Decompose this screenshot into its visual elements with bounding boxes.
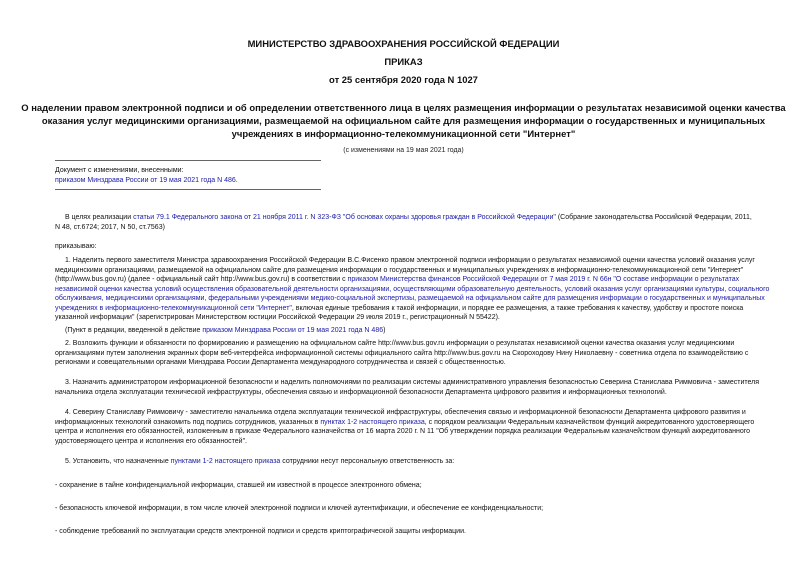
item5-text: 5. Установить, что назначенные	[65, 458, 171, 465]
preamble-text: В целях реализации	[65, 214, 134, 221]
item4-text: информационных технологий ознакомить под подпись сотрудников, указанных в	[55, 418, 321, 426]
note-text-end: )	[383, 327, 386, 334]
note-text: (Пункт в редакции, введенной в действие	[65, 327, 203, 334]
item2-line-1: 2. Возложить функции и обязанности по формированию и размещению на официальном сайте http://www.bus.gov.ru информации о результатах независимой оценки качества оказания услуг медицинскими	[65, 340, 735, 347]
amendment-order-link[interactable]: приказом Минздрава России от 19 мая 2021 года N 486	[202, 327, 384, 334]
preamble-line-2: N 48, ст.6724; 2017, N 50, ст.7563)	[55, 224, 165, 231]
document-type: ПРИКАЗ	[384, 57, 423, 68]
minfin-order-link[interactable]: приказом Министерства финансов Российской Федерации от 7 мая 2019 г. N 66н "О составе информации о результатах	[347, 276, 740, 283]
changes-box-link[interactable]: приказом Минздрава России от 19 мая 2021 года N 486.	[55, 177, 238, 184]
item1-line-5[interactable]: обслуживания, медицинскими организациями, федеральными учреждениями медико-социальной экспертизы, размещаемой на официальном сайте для размещения информации о государственных и муниципальных	[55, 295, 765, 302]
amendment-note: (с изменениями на 19 мая 2021 года)	[343, 147, 464, 154]
item1-note	[65, 326, 385, 335]
minfin-order-link-end[interactable]: учреждениях в информационно-телекоммуникационной сети "Интернет"	[55, 304, 292, 312]
divider-top	[55, 160, 321, 161]
preamble-line-1	[65, 213, 752, 222]
item1-text: (http://www.bus.gov.ru) (далее - официальный сайт http://www.bus.gov.ru) в соответствии с	[55, 276, 348, 283]
item5-text-end: сотрудники несут персональную ответственность за:	[280, 458, 455, 465]
item4-line-1: 4. Северину Станиславу Риммовичу - заместителю начальника отдела эксплуатации технической инфраструктуры, обеспечения связью и информационной безопасности Департамента цифрового развития и	[65, 409, 746, 416]
item1-line-1: 1. Наделить первого заместителя Министра здравоохранения Российской Федерации В.С.Фисенко правом электронной подписи информации о результатах независимой оценки качества условий оказания услуг	[65, 257, 755, 264]
bullet-item: - безопасность ключевой информации, в том числе ключей электронной подписи и ключей аутентификации, и обеспечение ее конфиденциальности;	[55, 505, 544, 512]
item3-line-2: начальника отдела эксплуатации технической инфраструктуры, обеспечения связью и информационной безопасности Департамента цифрового развития и информационных технологий.	[55, 388, 667, 396]
item4-text-cont: , с порядком реализации Федеральным казначейством функций аккредитованного удостоверяющего	[424, 418, 755, 426]
item5-line	[65, 457, 454, 466]
date-number: от 25 сентября 2020 года N 1027	[329, 75, 478, 86]
item1-line-4[interactable]: независимой оценки качества условий осуществления образовательной деятельности организациями, осуществляющими образовательную деятельность, условий оказания услуг организациями культуры, социального	[55, 285, 770, 293]
items-1-2-link[interactable]: пунктах 1-2 настоящего приказа	[320, 418, 425, 426]
changes-box-label: Документ с изменениями, внесенными:	[55, 167, 184, 174]
item1-line-6	[55, 304, 743, 313]
item4-line-4: удостоверяющего центра и исполнения его обязанностей".	[55, 437, 247, 445]
item1-line-7: указанной информации" (зарегистрирован Министерством юстиции Российской Федерации 29 июля 2019 г., регистрационный N 55422).	[55, 314, 500, 321]
item2-line-3: регионами и совещательными органами Минздрава России Департамента международного сотрудничества и связей с общественностью.	[55, 359, 506, 366]
divider-bottom	[55, 189, 321, 190]
order-word: приказываю:	[55, 243, 97, 250]
title-line-3: учреждениях в информационно-телекоммуникационной сети "Интернет"	[231, 129, 576, 140]
item3-line-1: 3. Назначить администратором информационной безопасности и наделить полномочиями по реализации системы административного управления безопасностью Северина Станислава Риммовича - заместителя	[65, 379, 760, 386]
ministry-heading: МИНИСТЕРСТВО ЗДРАВООХРАНЕНИЯ РОССИЙСКОЙ ФЕДЕРАЦИИ	[247, 39, 560, 50]
title-line-2: оказания услуг медицинскими организациями, размещаемой на официальном сайте для размещения информации о государственных и муниципальных	[41, 116, 766, 127]
items-1-2-link-2[interactable]: пунктами 1-2 настоящего приказа	[170, 458, 281, 465]
item1-text-cont: , включая единые требования к такой информации, и порядке ее размещения, а также требования к качеству, удобству и простоте поиска	[291, 304, 744, 312]
item4-line-2	[55, 418, 754, 427]
preamble-text-end: (Собрание законодательства Российской Федерации, 2011,	[555, 214, 752, 221]
title-line-1: О наделении правом электронной подписи и об определении ответственного лица в целях размещения информации о результатах независимой оценки качества	[21, 103, 786, 114]
item1-line-2: медицинскими организациями, размещаемой на официальном сайте для размещения информации о государственных и муниципальных учреждениях в информационно-телекоммуникационной сети "Интернет"	[55, 266, 744, 274]
item2-line-2: организациями путем заполнения экранных форм веб-интерфейса информационной системы официального сайта http://www.bus.gov.ru на Скороходову Нину Николаевну - советника отдела по взаимодействию с	[55, 349, 749, 357]
bullet-item: - сохранение в тайне конфиденциальной информации, ставшей им известной в процессе электронного обмена;	[55, 482, 422, 489]
bullet-item: - соблюдение требований по эксплуатации средств электронной подписи и средств криптографической защиты информации.	[55, 528, 466, 535]
item4-line-3: центра и исполнения его обязанностей, изложенным в приказе Федерального казначейства от 16 марта 2020 г. N 11 "Об утверждении порядка реализации Федеральным казначейством функций аккредитованного	[55, 428, 751, 435]
item1-line-3	[55, 275, 739, 284]
federal-law-link[interactable]: статьи 79.1 Федерального закона от 21 ноября 2011 г. N 323-ФЗ "Об основах охраны здоровья граждан в Российской Федерации"	[133, 214, 556, 221]
